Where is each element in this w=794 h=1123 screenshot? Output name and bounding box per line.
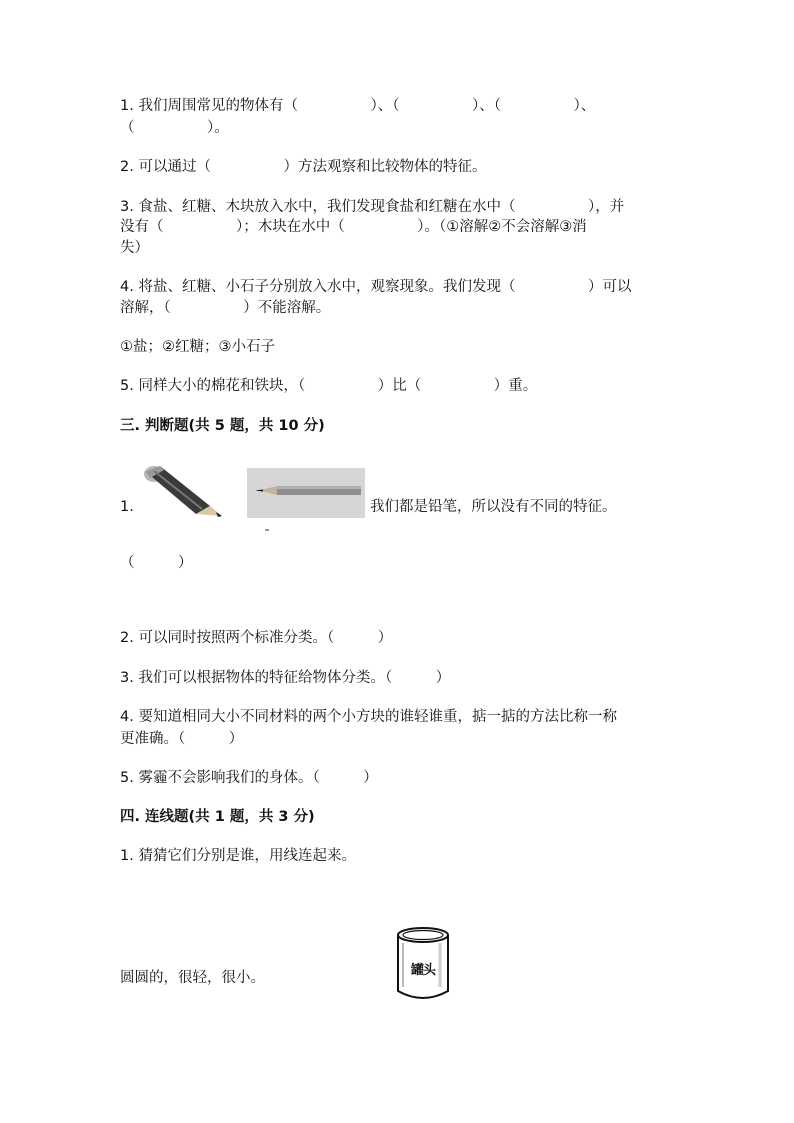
section-heading-matching: 四. 连线题(共 1 题，共 3 分) <box>120 809 315 825</box>
can-label: 罐头 <box>410 963 435 978</box>
tf-q1-text: 我们都是铅笔，所以没有不同的特征。 <box>370 499 617 515</box>
tf-q4-line2: 更准确。（ ） <box>120 731 244 747</box>
tf-q3: 3. 我们可以根据物体的特征给物体分类。（ ） <box>120 670 451 686</box>
matching-q1: 1. 猜猜它们分别是谁，用线连起来。 <box>120 848 356 864</box>
fill-q2: 2. 可以通过（ ）方法观察和比较物体的特征。 <box>120 159 487 175</box>
fill-q1-line1: 1. 我们周围常见的物体有（ ）、（ ）、（ ）、 <box>120 98 596 114</box>
can-image <box>395 925 451 1003</box>
long-pencil-image <box>247 468 367 532</box>
short-pencil-image <box>140 462 226 520</box>
fill-q5: 5. 同样大小的棉花和铁块，（ ）比（ ）重。 <box>120 378 538 394</box>
tf-q5: 5. 雾霾不会影响我们的身体。（ ） <box>120 770 378 786</box>
fill-q3-line3: 失） <box>120 240 149 256</box>
tf-q2: 2. 可以同时按照两个标准分类。（ ） <box>120 630 393 646</box>
fill-q4-line1: 4. 将盐、红糖、小石子分别放入水中，观察现象。我们发现（ ）可以 <box>120 279 632 295</box>
fill-q3-line2: 没有（ ）；木块在水中（ ）。（①溶解②不会溶解③消 <box>120 219 587 235</box>
tf-q1-number: 1. <box>120 499 134 515</box>
section-heading-true-false: 三. 判断题(共 5 题，共 10 分) <box>120 418 325 434</box>
tf-q1-answer-bracket: （ ） <box>120 555 193 571</box>
matching-clue: 圆圆的，很轻，很小。 <box>120 970 265 986</box>
fill-q1-line2: （ ）。 <box>120 120 229 136</box>
tf-q4-line1: 4. 要知道相同大小不同材料的两个小方块的谁轻谁重，掂一掂的方法比称一称 <box>120 709 617 725</box>
fill-q4-line2: 溶解，（ ）不能溶解。 <box>120 300 331 316</box>
fill-q3-line1: 3. 食盐、红糖、木块放入水中，我们发现食盐和红糖在水中（ ），并 <box>120 199 625 215</box>
fill-q4-options: ①盐；②红糖；③小石子 <box>120 339 275 355</box>
